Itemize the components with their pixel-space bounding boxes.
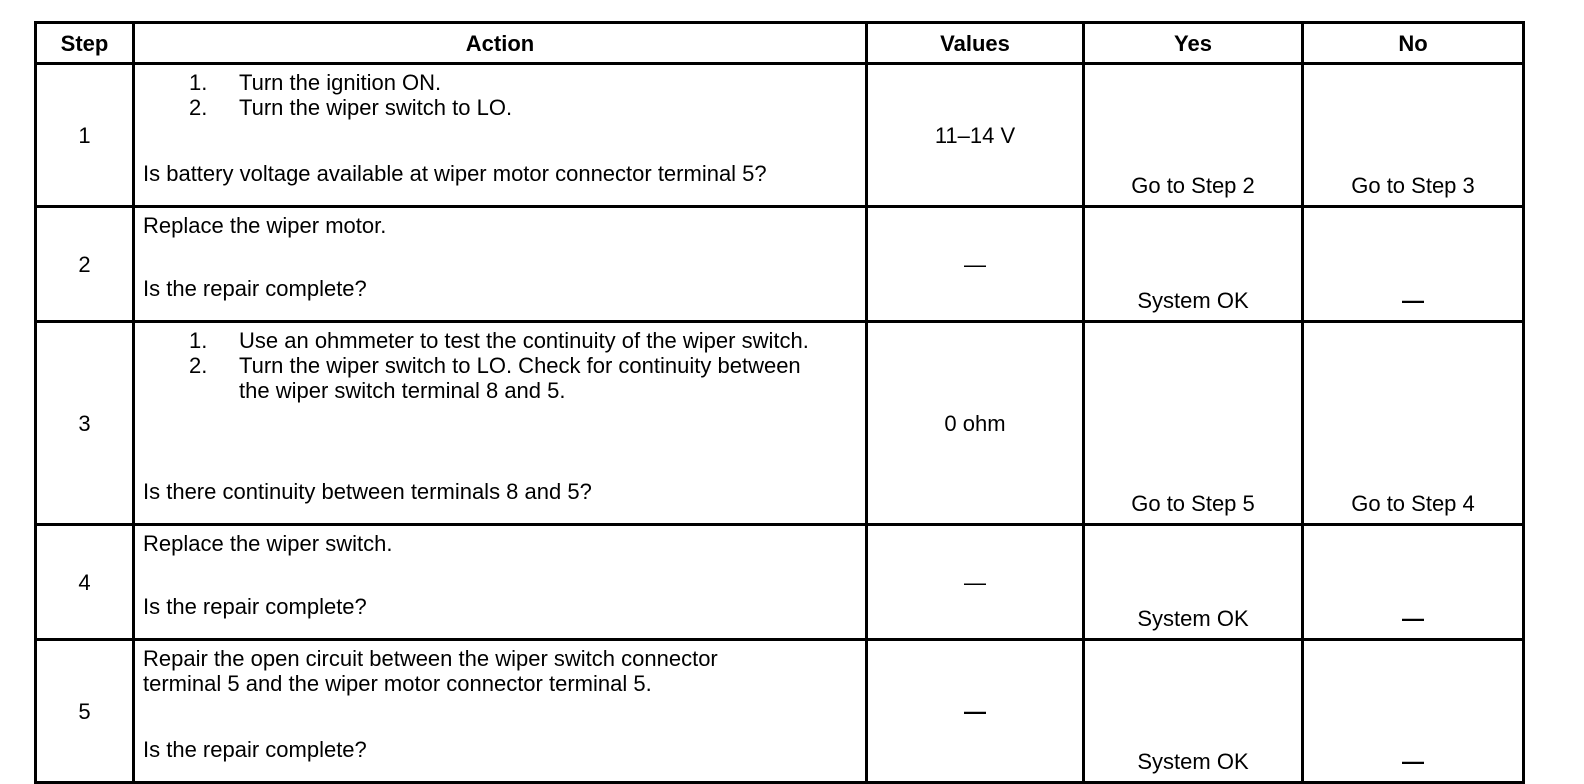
values-dash: — bbox=[964, 698, 986, 724]
action-step bbox=[143, 70, 857, 95]
yes-cell: Go to Step 2 bbox=[1084, 64, 1303, 207]
table-row bbox=[36, 64, 1524, 207]
table-row bbox=[36, 525, 1524, 640]
header-yes: Yes bbox=[1084, 23, 1303, 64]
header-no: No bbox=[1303, 23, 1524, 64]
action-instruction: Repair the open circuit between the wiper switch connector terminal 5 and the wiper motor connector terminal 5. bbox=[143, 646, 718, 696]
values-cell: — bbox=[867, 207, 1084, 322]
header-values: Values bbox=[867, 23, 1084, 64]
no-dash: — bbox=[1402, 749, 1424, 774]
action-question: Is battery voltage available at wiper motor connector terminal 5? bbox=[143, 161, 767, 186]
action-cell bbox=[134, 640, 867, 783]
table-row bbox=[36, 322, 1524, 525]
action-step-number: 1. bbox=[189, 328, 208, 353]
action-question: Is the repair complete? bbox=[143, 276, 367, 301]
action-cell bbox=[134, 207, 867, 322]
yes-cell: System OK bbox=[1084, 525, 1303, 640]
no-dash: — bbox=[1402, 288, 1424, 313]
diagnostic-table-wrapper bbox=[34, 21, 1525, 784]
action-step bbox=[143, 353, 857, 403]
no-dash: — bbox=[1402, 606, 1424, 631]
yes-cell: Go to Step 5 bbox=[1084, 322, 1303, 525]
step-number: 4 bbox=[36, 525, 134, 640]
yes-cell: System OK bbox=[1084, 207, 1303, 322]
action-step-number: 2. bbox=[189, 95, 208, 120]
action-cell bbox=[134, 322, 867, 525]
table-row bbox=[36, 207, 1524, 322]
diagnostic-table bbox=[34, 21, 1525, 784]
action-step-number: 2. bbox=[189, 353, 208, 378]
action-step-text: Turn the ignition ON. bbox=[239, 70, 442, 95]
action-question: Is the repair complete? bbox=[143, 737, 367, 762]
no-cell bbox=[1303, 525, 1524, 640]
values-cell bbox=[867, 640, 1084, 783]
header-step: Step bbox=[36, 23, 134, 64]
no-cell: Go to Step 4 bbox=[1303, 322, 1524, 525]
no-cell: Go to Step 3 bbox=[1303, 64, 1524, 207]
action-step-number: 1. bbox=[189, 70, 208, 95]
values-cell: 0 ohm bbox=[867, 322, 1084, 525]
step-number: 5 bbox=[36, 640, 134, 783]
header-action: Action bbox=[134, 23, 867, 64]
no-cell bbox=[1303, 207, 1524, 322]
action-steps bbox=[143, 328, 857, 403]
values-cell: — bbox=[867, 525, 1084, 640]
action-steps bbox=[143, 70, 857, 120]
header-row bbox=[36, 23, 1524, 64]
values-cell: 11–14 V bbox=[867, 64, 1084, 207]
no-cell bbox=[1303, 640, 1524, 783]
step-number: 1 bbox=[36, 64, 134, 207]
action-step bbox=[143, 328, 857, 353]
action-step-text: Use an ohmmeter to test the continuity of the wiper switch. bbox=[239, 328, 809, 353]
table-row bbox=[36, 640, 1524, 783]
action-step bbox=[143, 95, 857, 120]
action-cell bbox=[134, 64, 867, 207]
action-cell bbox=[134, 525, 867, 640]
action-instruction: Replace the wiper switch. bbox=[143, 531, 393, 556]
action-step-text: Turn the wiper switch to LO. bbox=[239, 95, 513, 120]
action-instruction: Replace the wiper motor. bbox=[143, 213, 387, 238]
action-question: Is the repair complete? bbox=[143, 594, 367, 619]
step-number: 2 bbox=[36, 207, 134, 322]
action-question: Is there continuity between terminals 8 and 5? bbox=[143, 479, 592, 504]
yes-cell: System OK bbox=[1084, 640, 1303, 783]
action-step-text: Turn the wiper switch to LO. Check for continuity between the wiper switch terminal 8 and 5. bbox=[239, 353, 801, 403]
step-number: 3 bbox=[36, 322, 134, 525]
